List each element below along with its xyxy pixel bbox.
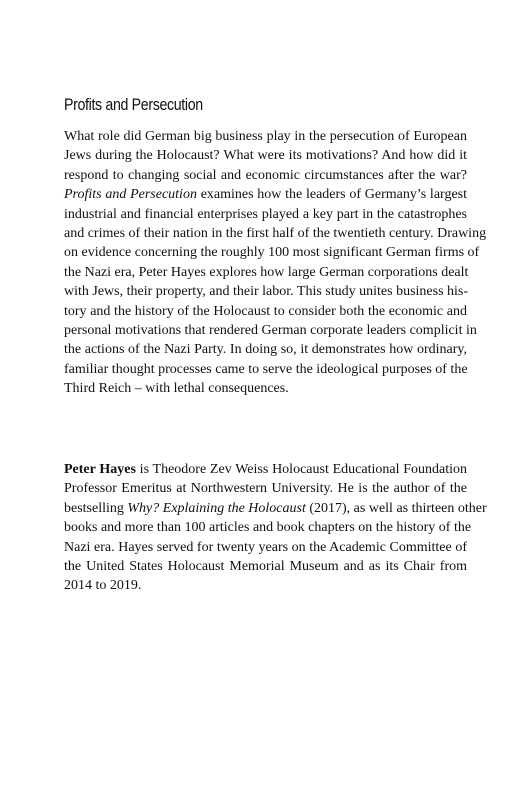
book-title-italic: Profits and Persecution — [64, 187, 197, 203]
blurb-line — [64, 263, 467, 282]
bio-line — [64, 557, 467, 576]
text-run: on evidence concerning the roughly 100 most significant German firms of — [64, 245, 480, 261]
blurb-line — [64, 224, 487, 243]
text-run: industrial and financial enterprises played a key part in the catastrophes — [64, 206, 467, 222]
text-run: and crimes of their nation in the first half of the twentieth century. Drawing — [64, 225, 487, 241]
blurb-line — [64, 127, 467, 146]
blurb-line — [64, 360, 467, 379]
text-run: What role did German big business play in the persecution of European — [64, 129, 467, 144]
author-name: Peter Hayes — [64, 462, 136, 477]
bio-line — [64, 518, 472, 537]
bio-line — [64, 576, 467, 595]
blurb-line — [64, 282, 467, 301]
text-run: personal motivations that rendered German corporate leaders complicit in — [64, 322, 477, 338]
text-run: respond to changing social and economic circumstances after the war? — [64, 167, 467, 183]
text-run: books and more than 100 articles and book chapters on the history of the — [64, 520, 472, 536]
text-run: is Theodore Zev Weiss Holocaust Educational Foundation — [135, 462, 467, 477]
text-run: the actions of the Nazi Party. In doing so, it demonstrates how ordinary, — [64, 342, 467, 358]
blurb-line — [64, 185, 467, 204]
text-run: Jews during the Holocaust? What were its motivations? And how did it — [64, 148, 467, 164]
text-run: familiar thought processes came to serve the ideological purposes of the — [64, 361, 468, 377]
bio-line — [64, 499, 487, 518]
blurb-line — [64, 321, 477, 340]
bio-line — [64, 479, 467, 498]
text-run: examines how the leaders of Germany’s largest — [196, 187, 467, 203]
author-bio — [64, 460, 487, 596]
bio-line — [64, 538, 467, 557]
text-run: the Nazi era, Peter Hayes explores how large German corporations dealt — [64, 264, 469, 280]
blurb-line — [64, 302, 467, 321]
text-run: 2014 to 2019. — [64, 578, 142, 594]
book-title-italic: Why? Explaining the Holocaust — [127, 500, 306, 516]
text-run: Professor Emeritus at Northwestern University. He is the author of the — [64, 481, 467, 497]
text-run: tory and the history of the Holocaust to consider both the economic and — [64, 303, 467, 319]
text-run: the United States Holocaust Memorial Museum and as its Chair from — [64, 558, 467, 574]
text-run: bestselling — [64, 500, 128, 516]
text-run: Third Reich – with lethal consequences. — [64, 381, 289, 397]
blurb-line — [64, 166, 467, 185]
bio-line — [64, 460, 467, 479]
blurb-line — [64, 146, 467, 165]
text-run: (2017), as well as thirteen other — [305, 500, 487, 516]
blurb-line — [64, 205, 467, 224]
blurb-line — [64, 243, 480, 262]
book-description — [64, 127, 487, 398]
text-run: with Jews, their property, and their labor. This study unites business his- — [64, 284, 469, 300]
blurb-line — [64, 379, 467, 398]
blurb-line — [64, 340, 467, 359]
page-title: Profits and Persecution — [64, 96, 203, 114]
text-run: Nazi era. Hayes served for twenty years on the Academic Committee of — [64, 539, 467, 555]
